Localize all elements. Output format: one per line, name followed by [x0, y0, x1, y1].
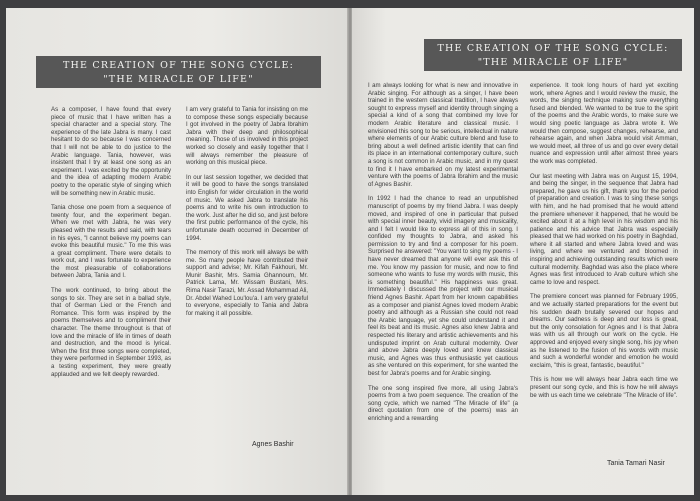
paragraph: This is how we will always hear Jabra each time we present our song cycle, and this is how he will always be with us each time we celebrate "The Miracle of life".: [530, 376, 678, 399]
left-title-line1: THE CREATION OF THE SONG CYCLE:: [63, 60, 294, 71]
paragraph: The memory of this work will always be with me. So many people have contributed their support and advise; Mr. Kifah Fakhouri, Mr. Munir Bashir, Mrs. Samia Ghannoum, Mr. Patrick Lama, Mr. Wissam Bustani, Mrs. Rima Nasir Tarazi, Mr. Assad Mohammad Ali, Dr. Abdel Wahed Lou'lou'a. I am very grateful to everyone, especially to Tania and Jabra for making it all possible.: [186, 249, 308, 317]
right-page: [352, 8, 694, 495]
paragraph: The work continued, to bring about the songs to six. They are set in a ballad style, that of German Lied or the French and Romance. This form was inspired by the poems themselves and to compliment their character. The theme throughout is that of love and the miracle of life in times of death and destruction, and the mood is lyrical. When the first three songs were completed, they were performed in September 1993, as a testing experiment, they were greatly applauded and we felt deeply rewarded.: [51, 287, 171, 378]
left-signature: Agnes Bashir: [252, 441, 294, 448]
booklet-spread: [6, 8, 694, 495]
paragraph: The one song inspired five more, all using Jabra's poems from a two poem sequence. The creation of the song cycle, which we named "The Miracle of life" (a direct quotation from one of the poems) was an enriching and a rewarding: [368, 384, 518, 422]
right-title-banner: [424, 39, 682, 71]
paragraph: I am always looking for what is new and innovative in Arabic singing. For although as a singer, I have been trained in the western classical tradition, I have always sought to express myself and identity through singing a special a kind of a song that combined my love for modern Arabic literature and classical music. I envisioned this song to be serious, intellectual in nature where elements of our Arabic culture blend and fuse to bring about a well defined artistic identity that can find its place in an international contemporary culture, such a song is not common in Arabic music, and in my quest to find it I have embarked on my latest experimental venture with the poems of Jabra Ibrahim and the music of Agnes Bashir.: [368, 82, 518, 188]
right-column-1: [368, 82, 518, 430]
paragraph: The premiere concert was planned for February 1995, and we actually started preparations for the event but his sudden death brutally severed our hopes and dreams. Our sadness is deep and our loss is great, but the only consolation for Agnes and I is that Jabra was with us all through our work on the cycle. He approved and enjoyed every single song, his joy when as he listened to the fusion of his words with music and such a wonderful wonder and emotion he would exclaim, "this is great, fantastic, beautiful.": [530, 293, 678, 369]
right-title-line1: THE CREATION OF THE SONG CYCLE:: [437, 43, 669, 54]
right-signature: Tania Tamari Nasir: [607, 460, 665, 467]
left-title-line2: "THE MIRACLE OF LIFE": [103, 74, 254, 85]
paragraph: Tania chose one poem from a sequence of twenty four, and the experiment began. When we met with Jabra, he was very pleased with the results and said, with tears in his eyes, "I cannot believe my poems can evoke this beautiful music." To me this was a great compliment. There were details to work out, and I was fortunate to experience the most pleasurable of collaborations between Jabra, Tania and I.: [51, 204, 171, 280]
left-page: [6, 8, 348, 495]
paragraph: Our last meeting with Jabra was on August 15, 1994, and being the singer, in the sequence that Jabra had prepared, he gave us his gift, thank you for the period of preparation and creation. I was to sing these songs with him, and he had promised that he would attend the premiere whenever it happened, that he would be excited about it at a high level in his wisdom and his patience and his advice that Jabra was especially pleased that we had worked on his poetry in Baghdad, where it all started and where Jabra loved and was living, and where we ventured and bloomed in inspiring and achieving outstanding results which were cultural modernity. Baghdad was also the place where Agnes was first introduced to Arab culture which she came to love and respect.: [530, 172, 678, 286]
paragraph: As a composer, I have found that every piece of music that I have written has a special character and a special story. The experience of the late Jabra is many. I cast hesitant to do so because I was concerned that I will not be able to do justice to the Arabic language. Tania, however, was insistent that I try at least one song as an experiment. I was excited by the opportunity and the idea of adapting modern Arabic poetry to the operatic style of singing which will be something new in Arabic music.: [51, 106, 171, 197]
left-column-1: [51, 106, 171, 385]
paragraph: In 1992 I had the chance to read an unpublished manuscript of poems by my friend Jabra. I was deeply moved, and inspired of one in particular that pulsed with special inner beauty, vivid imagery and musicality, and I felt I would like to express all of this in song. I confided my thoughts to Jabra, and asked his permission to try and find a composer for his poem. Surprised he answered: "You want to sing my poems - I have never dreamed that anyone will ever ask this of me. You know my passion for music, and now to find someone who wants to fuse my words with music, this is something beautiful." His happiness was great. Immediately I discussed the project with our musical friend Agnes Bashir. Apart from her known capabilities as a composer and pianist Agnes loved modern Arabic poetry and although as a Russian she could not read the Arabic language, yet she could understand it and feel its beat and its music. Agnes also knew Jabra and respected his literary and artistic achievements and his undisputed imprint on Arab cultural modernity. Over and above Jabra deeply loved and knew classical music, and Agnes was thus enthusiastic yet cautious as she ventured on this experiment, for she wanted the best for Jabra's poems and for Arabic singing.: [368, 195, 518, 377]
right-column-2: [530, 82, 678, 406]
left-title-banner: [36, 56, 321, 88]
paragraph: I am very grateful to Tania for insisting on me to compose these songs especially because I got involved in the poetry of Jabra Ibrahim Jabra with their deep and philosophical meaning. Those of us involved in this project worked so closely and easily together that I will always remember the pleasure of working on this musical piece.: [186, 106, 308, 167]
right-title-line2: "THE MIRACLE OF LIFE": [477, 57, 629, 68]
paragraph: experience. It took long hours of hard yet exciting work, where Agnes and I would review the music, the words, the singing technique making sure everything fused and blended. We wanted to be true to the spirit of the poems and the Arabic words, to make sure we would sing poetic language as Jabra wrote it. We would then compose, suggest changes, rehearse, and rehearse again, and when Jabra would visit Amman, we would meet, all three of us and go over every detail nuance and expression until after almost three years the work was completed.: [530, 82, 678, 165]
left-column-2: [186, 106, 308, 324]
paragraph: In our last session together, we decided that it will be good to have the songs translated into English for wider circulation in the world of music. We asked Jabra to translate his poems and to write his own introduction to the work. Just after he did so, and just before the first public performance of the cycle, his unfortunate death occurred in December of 1994.: [186, 173, 308, 242]
